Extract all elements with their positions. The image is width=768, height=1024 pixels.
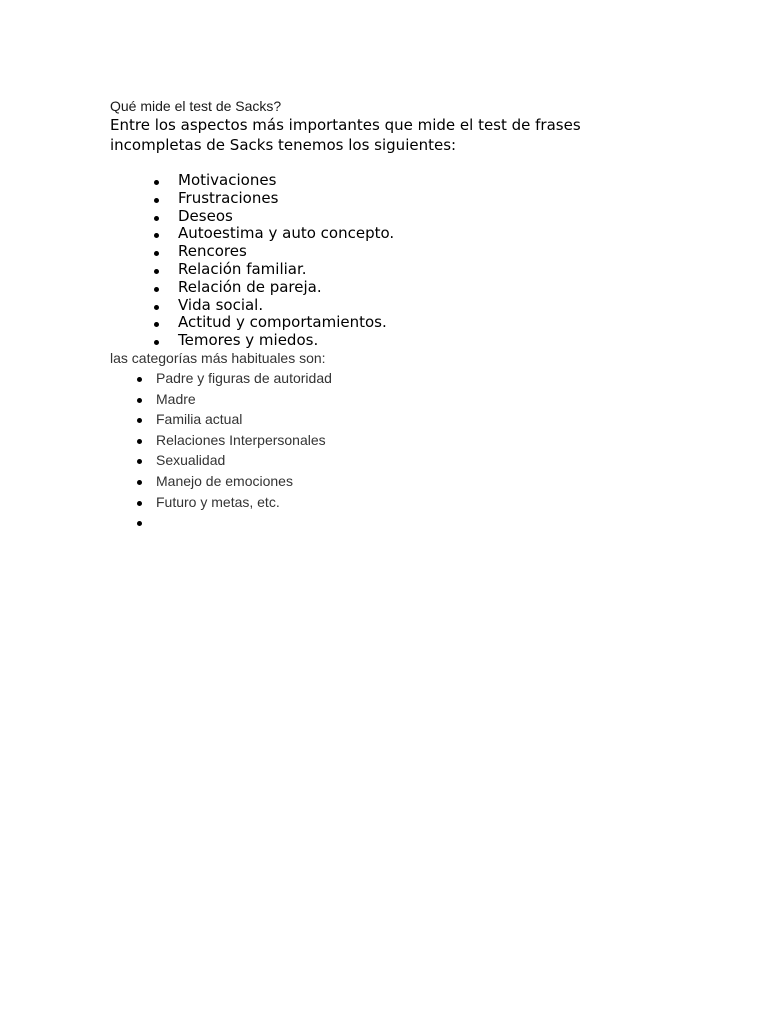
list-item: Padre y figuras de autoridad xyxy=(0,368,332,389)
list-item xyxy=(0,512,332,533)
list-item: Manejo de emociones xyxy=(0,471,332,492)
categories-heading: las categorías más habituales son: xyxy=(110,350,326,366)
list-item: Relación de pareja. xyxy=(0,279,394,297)
list-item: Familia actual xyxy=(0,409,332,430)
list-item: Deseos xyxy=(0,208,394,226)
list-item: Sexualidad xyxy=(0,450,332,471)
aspects-list xyxy=(0,172,394,350)
list-item: Vida social. xyxy=(0,297,394,315)
list-item: Futuro y metas, etc. xyxy=(0,492,332,513)
list-item: Rencores xyxy=(0,243,394,261)
list-item: Relaciones Interpersonales xyxy=(0,430,332,451)
list-item: Temores y miedos. xyxy=(0,332,394,350)
list-item: Frustraciones xyxy=(0,190,394,208)
list-item: Relación familiar. xyxy=(0,261,394,279)
list-item: Madre xyxy=(0,389,332,410)
list-item: Autoestima y auto concepto. xyxy=(0,225,394,243)
intro-paragraph: Entre los aspectos más importantes que mide el test de frases incompletas de Sacks tenemos los siguientes: xyxy=(110,116,581,154)
document-heading: Qué mide el test de Sacks? xyxy=(110,98,282,114)
list-item: Actitud y comportamientos. xyxy=(0,314,394,332)
list-item: Motivaciones xyxy=(0,172,394,190)
categories-list xyxy=(0,368,332,533)
